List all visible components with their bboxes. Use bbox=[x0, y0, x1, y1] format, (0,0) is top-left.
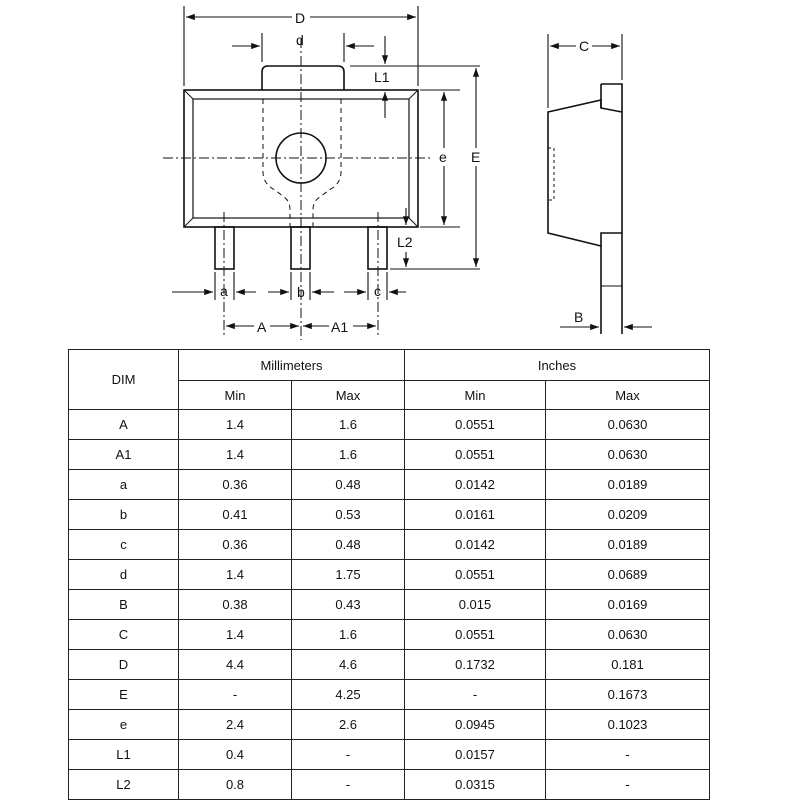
dim-cell: c bbox=[69, 530, 179, 560]
in-min-cell: 0.0142 bbox=[405, 530, 546, 560]
dim-cell: D bbox=[69, 650, 179, 680]
mounting-hole bbox=[276, 133, 326, 183]
mm-max-cell: 1.6 bbox=[292, 620, 405, 650]
in-max-cell: 0.0630 bbox=[546, 620, 710, 650]
in-min-header: Min bbox=[405, 381, 546, 410]
side-view bbox=[548, 84, 622, 334]
mm-min-cell: - bbox=[179, 680, 292, 710]
dim-cell: A bbox=[69, 410, 179, 440]
mm-min-cell: 0.36 bbox=[179, 470, 292, 500]
inches-header: Inches bbox=[405, 350, 710, 381]
in-max-cell: 0.0630 bbox=[546, 410, 710, 440]
mm-min-cell: 1.4 bbox=[179, 440, 292, 470]
label-L2: L2 bbox=[397, 234, 413, 250]
in-min-cell: 0.1732 bbox=[405, 650, 546, 680]
in-min-cell: 0.0315 bbox=[405, 770, 546, 800]
mm-min-cell: 0.38 bbox=[179, 590, 292, 620]
millimeters-header: Millimeters bbox=[179, 350, 405, 381]
dimension-lines bbox=[172, 6, 480, 326]
package-outline-drawing bbox=[0, 0, 790, 345]
mm-max-cell: - bbox=[292, 740, 405, 770]
table-row bbox=[69, 740, 710, 770]
side-dimension-lines bbox=[548, 34, 652, 327]
table-row bbox=[69, 590, 710, 620]
in-max-cell: - bbox=[546, 740, 710, 770]
label-b: b bbox=[297, 284, 305, 300]
label-E: E bbox=[471, 149, 481, 165]
label-L1: L1 bbox=[374, 69, 390, 85]
mm-max-cell: 0.48 bbox=[292, 530, 405, 560]
mm-max-cell: 1.6 bbox=[292, 440, 405, 470]
table-row bbox=[69, 530, 710, 560]
in-max-cell: - bbox=[546, 770, 710, 800]
mm-min-cell: 0.36 bbox=[179, 530, 292, 560]
mm-max-cell: - bbox=[292, 770, 405, 800]
label-B: B bbox=[574, 309, 584, 325]
in-max-cell: 0.0689 bbox=[546, 560, 710, 590]
mm-max-cell: 4.6 bbox=[292, 650, 405, 680]
mm-max-cell: 4.25 bbox=[292, 680, 405, 710]
dim-cell: d bbox=[69, 560, 179, 590]
label-d: d bbox=[296, 32, 304, 48]
mm-max-cell: 1.75 bbox=[292, 560, 405, 590]
mm-min-cell: 1.4 bbox=[179, 620, 292, 650]
label-C: C bbox=[579, 38, 590, 54]
in-max-cell: 0.1023 bbox=[546, 710, 710, 740]
mm-max-cell: 0.48 bbox=[292, 470, 405, 500]
mm-min-cell: 1.4 bbox=[179, 560, 292, 590]
dimensions-body bbox=[69, 410, 710, 800]
table-row bbox=[69, 410, 710, 440]
mm-min-header: Min bbox=[179, 381, 292, 410]
in-max-cell: 0.0209 bbox=[546, 500, 710, 530]
table-row bbox=[69, 620, 710, 650]
table-row bbox=[69, 500, 710, 530]
in-min-cell: 0.0157 bbox=[405, 740, 546, 770]
mm-min-cell: 0.41 bbox=[179, 500, 292, 530]
dim-cell: L2 bbox=[69, 770, 179, 800]
label-D: D bbox=[295, 10, 306, 26]
in-min-cell: - bbox=[405, 680, 546, 710]
mm-max-cell: 2.6 bbox=[292, 710, 405, 740]
mm-min-cell: 2.4 bbox=[179, 710, 292, 740]
label-A: A bbox=[257, 319, 267, 335]
dim-cell: L1 bbox=[69, 740, 179, 770]
dim-cell: E bbox=[69, 680, 179, 710]
in-max-cell: 0.0169 bbox=[546, 590, 710, 620]
in-max-header: Max bbox=[546, 381, 710, 410]
mm-max-header: Max bbox=[292, 381, 405, 410]
mm-min-cell: 4.4 bbox=[179, 650, 292, 680]
table-row bbox=[69, 440, 710, 470]
dim-cell: a bbox=[69, 470, 179, 500]
dim-cell: A1 bbox=[69, 440, 179, 470]
dim-cell: b bbox=[69, 500, 179, 530]
table-row bbox=[69, 680, 710, 710]
label-a: a bbox=[220, 283, 228, 299]
mm-max-cell: 1.6 bbox=[292, 410, 405, 440]
in-min-cell: 0.0551 bbox=[405, 620, 546, 650]
dimensions-table bbox=[68, 349, 710, 800]
mm-min-cell: 0.4 bbox=[179, 740, 292, 770]
label-c: c bbox=[374, 283, 381, 299]
side-body bbox=[548, 100, 622, 246]
in-max-cell: 0.1673 bbox=[546, 680, 710, 710]
in-max-cell: 0.0189 bbox=[546, 530, 710, 560]
package-tab bbox=[262, 66, 344, 90]
mm-max-cell: 0.53 bbox=[292, 500, 405, 530]
dim-cell: e bbox=[69, 710, 179, 740]
label-A1: A1 bbox=[331, 319, 349, 335]
in-min-cell: 0.0161 bbox=[405, 500, 546, 530]
label-e: e bbox=[439, 149, 447, 165]
in-min-cell: 0.0551 bbox=[405, 410, 546, 440]
dim-cell: C bbox=[69, 620, 179, 650]
in-min-cell: 0.0551 bbox=[405, 440, 546, 470]
table-row bbox=[69, 710, 710, 740]
table-row bbox=[69, 770, 710, 800]
in-min-cell: 0.0945 bbox=[405, 710, 546, 740]
table-row bbox=[69, 470, 710, 500]
in-min-cell: 0.0142 bbox=[405, 470, 546, 500]
table-row bbox=[69, 650, 710, 680]
table-row bbox=[69, 560, 710, 590]
mm-min-cell: 0.8 bbox=[179, 770, 292, 800]
in-max-cell: 0.181 bbox=[546, 650, 710, 680]
in-min-cell: 0.0551 bbox=[405, 560, 546, 590]
mm-max-cell: 0.43 bbox=[292, 590, 405, 620]
in-max-cell: 0.0630 bbox=[546, 440, 710, 470]
dim-header: DIM bbox=[69, 350, 179, 410]
in-max-cell: 0.0189 bbox=[546, 470, 710, 500]
mm-min-cell: 1.4 bbox=[179, 410, 292, 440]
dim-cell: B bbox=[69, 590, 179, 620]
in-min-cell: 0.015 bbox=[405, 590, 546, 620]
